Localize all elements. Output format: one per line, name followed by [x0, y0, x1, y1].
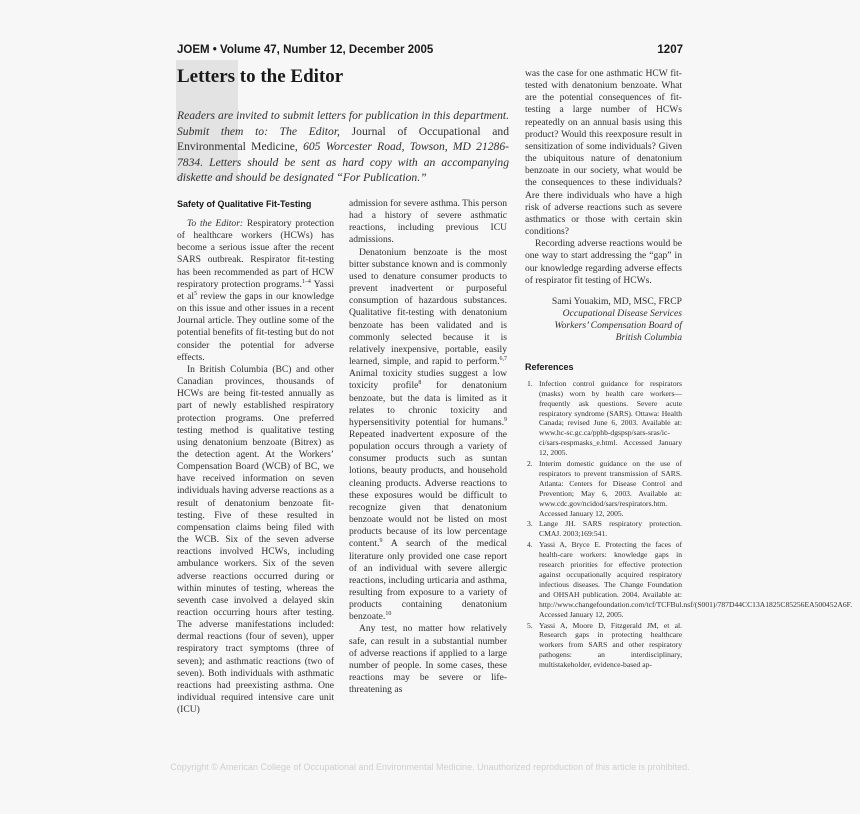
reference-item — [525, 379, 682, 458]
paragraph-4: Any test, no matter how relatively safe, can result in a substantial number of adverse reactions if applied to a large number of people. In some cases, these reactions may be severe or life-threatening as — [349, 623, 507, 696]
paragraph-2: In British Columbia (BC) and other Canadian provinces, thousands of HCWs are being fit-tested annually as part of newly established respiratory protection programs. One preferred testing method is qualitative testing using denatonium benzoate (Bitrex) as the detection agent. At the Workers’ Compensation Board (WCB) of BC, we have received information on seven individuals having adverse reactions as a result of denatonium benzoate fit-testing. Five of these resulted in compensation claims being filed with the WCB. Six of the seven adverse reactions involved HCWs, including ambulance workers. Six of the seven adverse reactions occurred during or within minutes of testing, whereas the seventh case involved a delayed skin reaction occurring hours after testing. The adverse manifestations included: dermal reactions (four of seven), upper respiratory tract symptoms (three of seven); and asthmatic reactions (two of seven). Both individuals with asthmatic reactions had preexisting asthma. One individual required intensive care unit (ICU) — [177, 363, 334, 716]
author-affiliation: British Columbia — [615, 332, 682, 344]
reference-text: Yassi A, Bryce E. Protecting the faces of health-care workers: knowledge gaps in research priorities for effective protection against occupationally acquired respiratory infectious diseases. The Change Foundation and OHSAH publication. 2004. Available at: http://www.changefoundation.com/tcf/TCFBul.nsf/(S001)/787D44CC13A1825C85256EA500452A6F. Accessed January 12, 2005. — [539, 540, 853, 619]
reference-item — [525, 540, 853, 619]
intro-text-2: 605 Worcester Road, Towson, MD 21286-7834. Letters should be sent as hard copy with an accompanying diskette and should be designated “For Publication.” — [177, 140, 509, 184]
p3-text: for denatonium benzoate, but the data is limited as it relates to chronic toxicity and hypersensitivity potential for humans. — [349, 380, 507, 428]
letter-heading: Safety of Qualitative Fit-Testing — [177, 199, 312, 209]
paragraph-1 — [177, 218, 334, 364]
citation-sup: 5 — [194, 290, 198, 297]
column-1 — [177, 218, 334, 716]
salutation: To the Editor: — [187, 218, 244, 229]
reference-number: 5. — [527, 620, 533, 630]
paragraph-3 — [349, 247, 507, 624]
page-number: 1207 — [657, 44, 683, 56]
intro-journal-name: Journal of Occupational and Environmental Medicine, — [177, 124, 509, 153]
citation-sup: 8 — [418, 380, 422, 387]
paragraph-2-continued: admission for severe asthma. This person had a history of severe asthmatic reactions, including previous ICU admissions. — [349, 198, 507, 246]
reference-text: Yassi A, Moore D, Fitzgerald JM, et al. Research gaps in protecting healthcare workers from SARS and other respiratory pathogens: an interdisciplinary, multistakeholder, evidence-based ap- — [539, 620, 682, 670]
p1-text-b: Yassi et al — [177, 278, 334, 302]
citation-sup: 1–4 — [301, 278, 311, 285]
paragraph-4-continued: was the case for one asthmatic HCW fit-tested with denatonium benzoate. What are the potential consequences of fit-testing a large number of HCWs repeatedly on an annual basis using this product? Would this reexposure result in sensitization of some individuals? Given the ubiquitous nature of denatonium benzoate in our society, what would be the consequences to these individuals? Are there individuals who have a high risk of adverse reactions such as severe asthmatics or those with certain skin conditions? — [525, 68, 682, 238]
reference-item — [525, 519, 682, 539]
paragraph-5: Recording adverse reactions would be one way to start addressing the “gap” in our knowledge regarding adverse effects of respirator fit testing of HCWs. — [525, 238, 682, 286]
reference-number: 2. — [527, 459, 533, 469]
copyright-notice: Copyright © American College of Occupational and Environmental Medicine. Unauthorized reproduction of this article is prohibited. — [170, 762, 690, 772]
p3-text: Animal toxicity studies suggest a low toxicity profile — [349, 368, 507, 392]
column-3 — [525, 68, 853, 671]
p1-text-a: Respiratory protection of healthcare workers (HCWs) has become a serious issue after the recent SARS outbreak. Respirator fit-testing has been recommended as part of HCW respiratory protection programs. — [177, 218, 334, 290]
citation-sup: 10 — [385, 611, 392, 618]
running-header — [177, 44, 683, 56]
reference-item — [525, 459, 682, 518]
journal-issue-line: JOEM • Volume 47, Number 12, December 2005 — [177, 44, 434, 56]
author-name: Sami Youakim, MD, MSC, FRCP — [551, 295, 682, 307]
signature-block — [525, 296, 682, 345]
submission-instructions — [177, 108, 509, 186]
references-list — [525, 378, 853, 670]
reference-text: Interim domestic guidance on the use of respirators to prevent transmission of SARS. Atlanta: Centers for Disease Control and Prevention; May 6, 2003. Available at: www.cdc.gov/ncidod/sars/respirators.htm. Accessed January 12, 2005. — [539, 459, 682, 518]
p1-text-c: review the gaps in our knowledge on this issue and other issues in a recent Journal article. They outline some of the potential benefits of fit-testing but do not consider the potential for adverse effects. — [177, 290, 334, 363]
citation-sup: 9 — [504, 416, 507, 423]
reference-number: 4. — [527, 540, 533, 550]
author-affiliation: Workers’ Compensation Board of — [554, 320, 682, 332]
page-title: Letters to the Editor — [177, 66, 344, 87]
reference-number: 3. — [527, 519, 533, 529]
p3-text: A search of the medical literature only provided one case report of an individual with severe allergic reactions, including urticaria and asthma, resulting from exposure to a variety of products containing denatonium benzoate. — [349, 538, 507, 623]
citation-sup: 6,7 — [499, 355, 507, 362]
citation-sup: 9 — [379, 538, 383, 545]
p3-text: Denatonium benzoate is the most bitter substance known and is commonly used to denature consumer products to prevent inadvertent or purposeful consumption of hazardous substances. Qualitative fit-testing with denatonium benzoate has been validated and is commonly selected because it is relatively inexpensive, portable, easily learned, simple, and rapid to perform. — [349, 246, 507, 368]
author-affiliation: Occupational Disease Services — [562, 308, 682, 320]
p3-text: Repeated inadvertent exposure of the population occurs through a variety of consumer products such as suntan lotions, beauty products, and household cleaning products. Adverse reactions to these exposures would be difficult to recognize given that denatonium benzoate would not be listed on most products because of its low percentage content. — [349, 428, 507, 550]
reference-item — [525, 621, 682, 671]
references-heading: References — [525, 361, 574, 372]
column-2 — [349, 198, 507, 696]
intro-text-1: Readers are invited to submit letters for publication in this department. Submit them to: The Editor, — [177, 109, 509, 138]
reference-number: 1. — [527, 378, 533, 388]
reference-text: Lange JH. SARS respiratory protection. CMAJ. 2003;169:541. — [539, 519, 682, 539]
reference-text: Infection control guidance for respirators (masks) worn by health care workers—frequently ask questions. Severe acute respiratory syndrome (SARS). Ottawa: Health Canada; revised June 6, 2003. Available at: www.hc-sc.gc.ca/pphb-dgspsp/sars-sras/ic-ci/sars-respmasks_e.html. Accessed January 12, 2005. — [539, 378, 682, 458]
